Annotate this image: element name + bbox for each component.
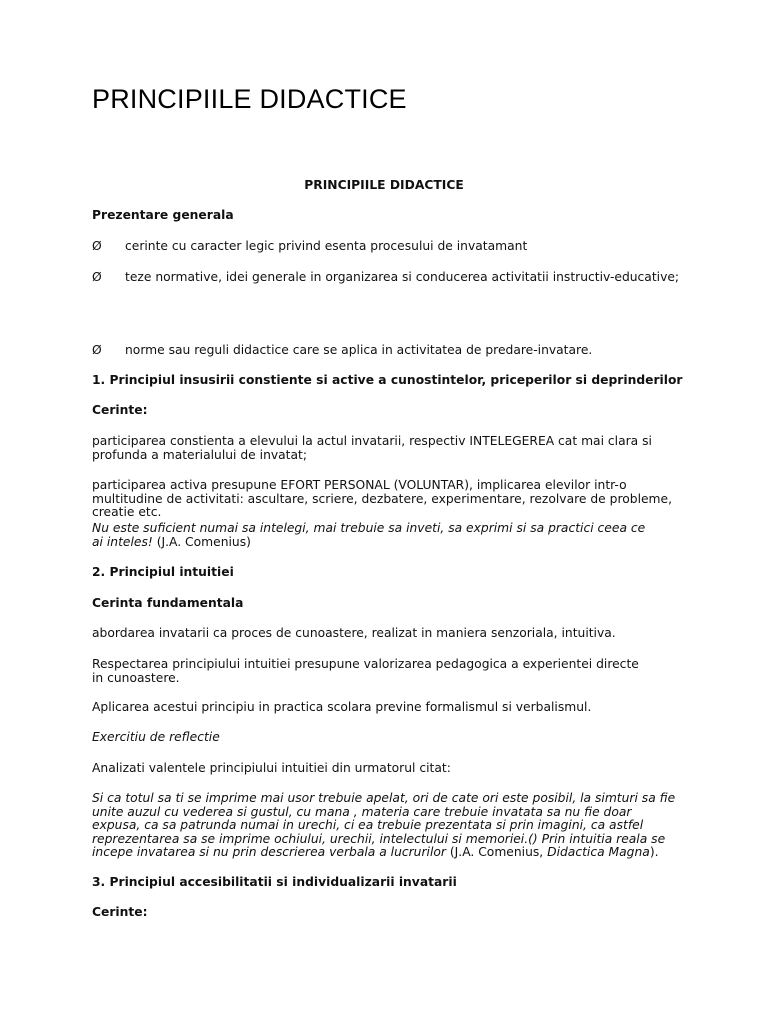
document-title: PRINCIPIILE DIDACTICE [92,84,407,114]
section1-requirements-heading: Cerinte: [92,403,148,417]
section3-heading: 3. Principiul accesibilitatii si individualizarii invatarii [92,875,457,889]
bullet-symbol: Ø [92,239,102,253]
bullet-item: cerinte cu caracter legic privind esenta procesului de invatamant [125,239,528,253]
section2-quote-end: ). [649,845,659,860]
exercise-label: Exercitiu de reflectie [92,730,220,744]
bullet-symbol: Ø [92,343,102,357]
section3-requirements-heading: Cerinte: [92,905,148,919]
section2-paragraph-2: Respectarea principiului intuitiei presupune valorizarea pedagogica a experientei directe in cunoastere. [92,657,639,685]
bullet-symbol: Ø [92,270,102,284]
section2-paragraph-1: abordarea invatarii ca proces de cunoastere, realizat in maniera senzoriala, intuitiva. [92,626,616,640]
bullet-item: teze normative, idei generale in organizarea si conducerea activitatii instructiv-educative; [125,270,680,284]
bullet-item: norme sau reguli didactice care se aplica in activitatea de predare-invatare. [125,343,593,357]
section-title: PRINCIPIILE DIDACTICE [304,178,464,192]
section2-requirement-heading: Cerinta fundamentala [92,596,244,610]
section1-quote-text: Nu este suficient numai sa intelegi, mai trebuie sa inveti, sa exprimi si sa practici ceea ce ai inteles! [92,521,646,549]
section2-quote-work: Didactica Magna [547,845,650,860]
section2-quote [92,792,682,860]
section1-quote-source: (J.A. Comenius) [152,534,251,549]
section2-heading: 2. Principiul intuitiei [92,565,234,579]
section2-quote-text: Si ca totul sa ti se imprime mai usor trebuie apelat, ori de cate ori este posibil, la simturi sa fie unite auzul cu vederea si gustul, cu mana , materia care trebuie invatata sa nu fie doar expusa, ca sa patrunda numai in urechi, ci ea trebuie prezentata si prin imagini, ca astfel reprezentarea sa se imprime ochiului, urechii, intelectului si memoriei.() Prin intuitia reala se incepe invatarea si nu prin descrierea verbala a lucrurilor [92,791,676,860]
section2-paragraph-3: Aplicarea acestui principiu in practica scolara previne formalismul si verbalismul. [92,700,592,714]
section2-quote-author: (J.A. Comenius, [445,845,548,860]
section1-paragraph-2: participarea activa presupune EFORT PERSONAL (VOLUNTAR), implicarea elevilor intr-o multitudine de activitati: ascultare, scriere, dezbatere, experimentare, rezolvare de probleme, creatie etc. [92,478,673,520]
section2-paragraph-4: Analizati valentele principiului intuitiei din urmatorul citat: [92,761,451,775]
section1-heading: 1. Principiul insusirii constiente si active a cunostintelor, priceperilor si deprinderilor [92,373,683,387]
section1-paragraph-1: participarea constienta a elevului la actul invatarii, respectiv INTELEGEREA cat mai clara si profunda a materialului de invatat; [92,434,652,462]
intro-heading: Prezentare generala [92,208,234,222]
section1-quote [92,522,652,549]
